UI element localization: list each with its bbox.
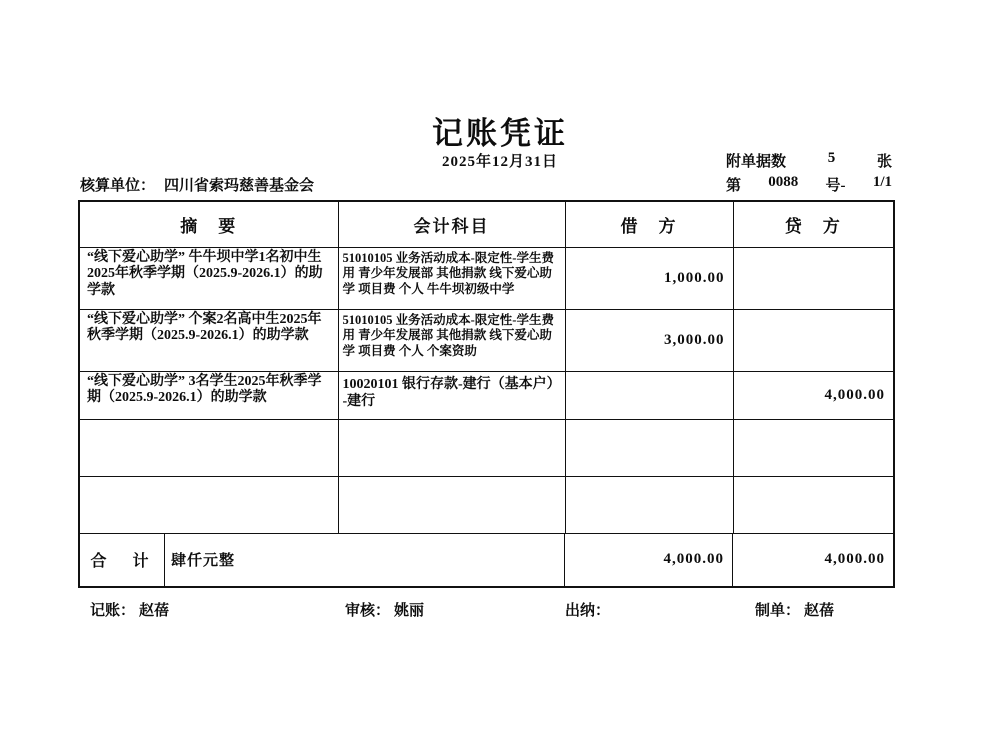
total-label: 合 计	[80, 534, 165, 586]
accounting-unit-line	[80, 174, 314, 195]
summary-cell	[80, 419, 338, 476]
reviewer-label: 审核：	[345, 603, 391, 619]
voucher-date: 2025年12月31日	[441, 154, 558, 170]
table-header-row	[80, 202, 893, 247]
table-row	[80, 419, 893, 476]
credit-cell: 4,000.00	[733, 371, 893, 419]
total-credit: 4,000.00	[824, 551, 885, 567]
attachment-unit: 张	[876, 154, 892, 170]
voucher-table	[78, 200, 895, 588]
header-summary: 摘 要	[80, 202, 338, 247]
header-account: 会计科目	[338, 202, 565, 247]
unit-label: 核算单位：	[80, 178, 156, 194]
voucher-number-line	[726, 174, 892, 195]
account-cell: 51010105 业务活动成本-限定性-学生费用 青少年发展部 其他捐款 线下爱心助学 项目费 个人 牛牛坝初级中学	[338, 247, 565, 309]
credit-cell	[733, 309, 893, 371]
debit-cell: 1,000.00	[565, 247, 733, 309]
account-cell	[338, 476, 565, 533]
account-cell: 10020101 银行存款-建行（基本户）-建行	[338, 371, 565, 419]
reviewer-name: 姚丽	[394, 603, 425, 619]
bookkeeper-name: 赵蓓	[139, 603, 170, 619]
cashier-label: 出纳：	[565, 603, 611, 619]
table-row	[80, 247, 893, 309]
number-prefix: 第	[726, 178, 742, 194]
table-row	[80, 309, 893, 371]
debit-cell	[565, 371, 733, 419]
voucher-number: 0088	[768, 174, 799, 190]
total-debit: 4,000.00	[565, 534, 733, 586]
credit-cell	[733, 476, 893, 533]
table-row	[80, 371, 893, 419]
credit-cell	[733, 247, 893, 309]
account-cell	[338, 419, 565, 476]
page-title: 记账凭证	[432, 116, 568, 151]
credit-cell	[733, 419, 893, 476]
table-row	[80, 476, 893, 533]
summary-cell: “线下爱心助学” 3名学生2025年秋季学期（2025.9-2026.1）的助学款	[80, 371, 338, 419]
preparer-label: 制单：	[755, 603, 801, 619]
account-cell: 51010105 业务活动成本-限定性-学生费用 青少年发展部 其他捐款 线下爱心助学 项目费 个人 个案资助	[338, 309, 565, 371]
bookkeeper-label: 记账：	[90, 603, 136, 619]
total-row	[80, 534, 893, 586]
signature-row	[0, 599, 1000, 621]
summary-cell: “线下爱心助学” 个案2名高中生2025年秋季学期（2025.9-2026.1）的助学款	[80, 309, 338, 371]
attachment-count: 5	[827, 150, 836, 166]
attachment-count-line	[726, 150, 892, 171]
header-debit: 借 方	[565, 202, 733, 247]
total-amount-in-words: 肆仟元整	[165, 534, 565, 586]
entries-table	[80, 202, 893, 534]
summary-cell	[80, 476, 338, 533]
debit-cell	[565, 419, 733, 476]
summary-cell: “线下爱心助学” 牛牛坝中学1名初中生2025年秋季学期（2025.9-2026.1）的助学款	[80, 247, 338, 309]
preparer-signature	[755, 599, 834, 620]
reviewer-signature	[345, 599, 424, 620]
bookkeeper-signature	[90, 599, 169, 620]
debit-cell: 3,000.00	[565, 309, 733, 371]
header-credit: 贷 方	[733, 202, 893, 247]
attachment-label: 附单据数	[726, 154, 787, 170]
cashier-signature	[565, 599, 614, 620]
number-suffix: 号-	[825, 178, 846, 194]
preparer-name: 赵蓓	[804, 603, 835, 619]
debit-cell	[565, 476, 733, 533]
unit-name: 四川省索玛慈善基金会	[164, 178, 315, 194]
page-number: 1/1	[872, 174, 892, 190]
